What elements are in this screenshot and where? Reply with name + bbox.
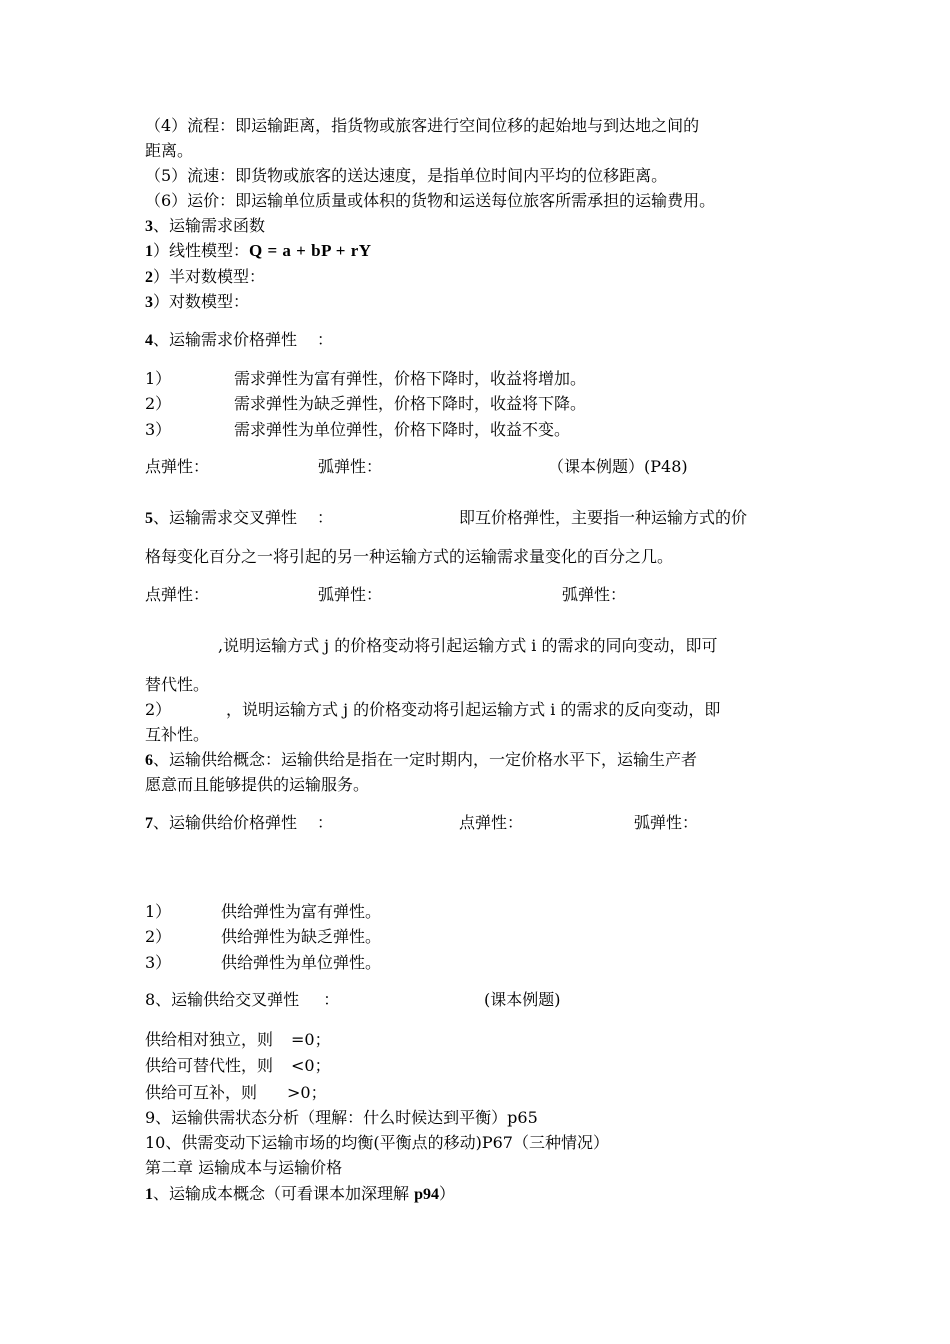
substitute-supply: 供给可替代性，则 <0； bbox=[145, 1056, 331, 1075]
supply-elasticity-2-num: 2） bbox=[145, 927, 172, 946]
textbook-example-ref: (课本例题) bbox=[484, 990, 561, 1009]
supply-elasticity-1-text: 供给弹性为富有弹性。 bbox=[221, 902, 382, 921]
linear-model-formula: Q = a + bP + rY bbox=[249, 241, 372, 260]
section-8-heading: 8、运输供给交叉弹性 ： bbox=[145, 990, 340, 1009]
section-9-line: 9、运输供需状态分析（理解：什么时候达到平衡）p65 bbox=[145, 1108, 538, 1127]
arc-elasticity-label: 弧弹性： bbox=[634, 813, 699, 832]
supply-elasticity-1-num: 1） bbox=[145, 902, 172, 921]
complement-explanation-cont: 互补性。 bbox=[145, 725, 210, 744]
cross-elasticity-definition: 即互价格弹性，主要指一种运输方式的价 bbox=[459, 508, 748, 527]
log-model: 3）对数模型： bbox=[145, 292, 250, 311]
section-6-cont: 愿意而且能够提供的运输服务。 bbox=[145, 775, 370, 794]
supply-elasticity-3-num: 3） bbox=[145, 953, 172, 972]
independent-supply: 供给相对独立，则 =0； bbox=[145, 1030, 331, 1049]
arc-elasticity-label: 弧弹性： bbox=[318, 457, 383, 476]
flow-line: （4）流程：即运输距离，指货物或旅客进行空间位移的起始地与到达地之间的 bbox=[145, 116, 700, 135]
arc-elasticity-label: 弧弹性： bbox=[318, 585, 383, 604]
section-4-heading: 4、运输需求价格弹性 ： bbox=[145, 330, 334, 349]
chapter-2-heading: 第二章 运输成本与运输价格 bbox=[145, 1158, 343, 1177]
demand-elasticity-2-num: 2） bbox=[145, 394, 172, 413]
demand-elasticity-1-text: 需求弹性为富有弹性，价格下降时，收益将增加。 bbox=[234, 369, 587, 388]
substitute-explanation: ,说明运输方式 j 的价格变动将引起运输方式 i 的需求的同向变动，即可 bbox=[218, 636, 718, 655]
section-3-heading: 3、运输需求函数 bbox=[145, 216, 266, 235]
demand-elasticity-1-num: 1） bbox=[145, 369, 172, 388]
point-elasticity-label: 点弹性： bbox=[459, 813, 524, 832]
point-elasticity-label: 点弹性： bbox=[145, 585, 210, 604]
substitute-explanation-cont: 替代性。 bbox=[145, 675, 210, 694]
supply-elasticity-3-text: 供给弹性为单位弹性。 bbox=[221, 953, 382, 972]
complement-num: 2） bbox=[145, 700, 172, 719]
textbook-example-ref: （课本例题）(P48) bbox=[548, 457, 688, 476]
section-5-heading: 5、运输需求交叉弹性 ： bbox=[145, 508, 334, 527]
point-elasticity-label: 点弹性： bbox=[145, 457, 210, 476]
speed-line: （5）流速：即货物或旅客的送达速度，是指单位时间内平均的位移距离。 bbox=[145, 166, 668, 185]
semi-log-model: 2）半对数模型： bbox=[145, 267, 266, 286]
section-10-line: 10、供需变动下运输市场的均衡(平衡点的移动)P67（三种情况） bbox=[145, 1133, 609, 1152]
cross-elasticity-definition-cont: 格每变化百分之一将引起的另一种运输方式的运输需求量变化的百分之几。 bbox=[145, 547, 674, 566]
demand-elasticity-3-text: 需求弹性为单位弹性，价格下降时，收益不变。 bbox=[234, 420, 571, 439]
section-7-heading: 7、运输供给价格弹性 ： bbox=[145, 813, 334, 832]
flow-line-cont: 距离。 bbox=[145, 141, 194, 160]
transport-cost-concept: 1、运输成本概念（可看课本加深理解 p94） bbox=[145, 1184, 456, 1203]
demand-elasticity-2-text: 需求弹性为缺乏弹性，价格下降时，收益将下降。 bbox=[234, 394, 587, 413]
complement-explanation: ，说明运输方式 j 的价格变动将引起运输方式 i 的需求的反向变动，即 bbox=[226, 700, 721, 719]
arc-elasticity-label: 弧弹性： bbox=[562, 585, 627, 604]
section-6-heading: 6、运输供给概念：运输供给是指在一定时期内，一定价格水平下，运输生产者 bbox=[145, 750, 698, 769]
price-line: （6）运价：即运输单位质量或体积的货物和运送每位旅客所需承担的运输费用。 bbox=[145, 191, 716, 210]
supply-elasticity-2-text: 供给弹性为缺乏弹性。 bbox=[221, 927, 382, 946]
linear-model: 1）线性模型：Q = a + bP + rY bbox=[145, 241, 372, 260]
demand-elasticity-3-num: 3） bbox=[145, 420, 172, 439]
complement-supply: 供给可互补，则 >0； bbox=[145, 1083, 327, 1102]
